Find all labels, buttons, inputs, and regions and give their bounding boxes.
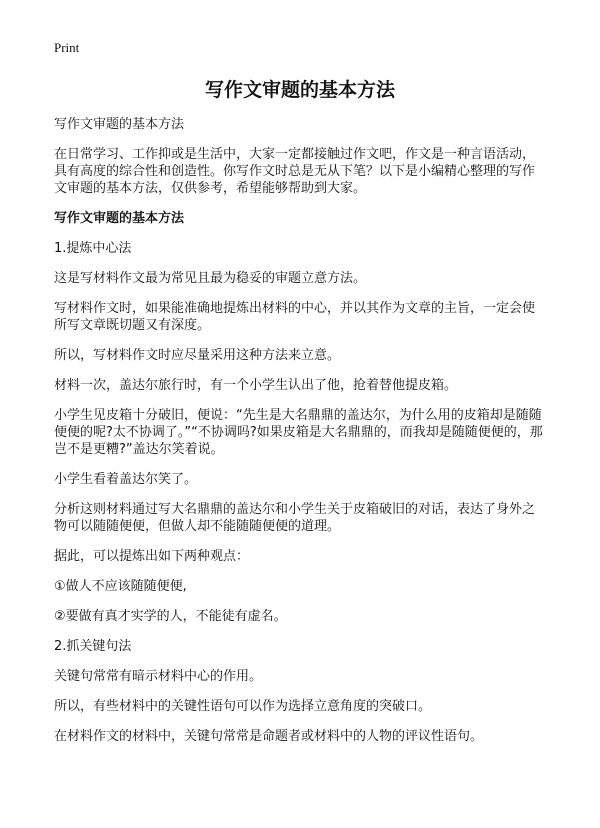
body-paragraph: 写材料作文时，如果能准确地提炼出材料的中心，并以其作为文章的主旨，一定会使所写文章既切题又有深度。 [54,301,536,333]
body-paragraph: 所以，有些材料中的关键性语句可以作为选择立意角度的突破口。 [54,699,432,714]
method-heading: 2.抓关键句法 [54,639,132,654]
method-heading: 1.提炼中心法 [54,241,132,256]
body-paragraph: 在材料作文的材料中，关键句常常是命题者或材料中的人物的评议性语句。 [54,729,484,744]
section-heading: 写作文审题的基本方法 [54,211,185,226]
print-label: Print [54,40,80,55]
page-title: 写作文审题的基本方法 [204,79,395,101]
body-paragraph: 分析这则材料通过写大名鼎鼎的盖达尔和小学生关于皮箱破旧的对话，表达了身外之物可以随随便便，但做人却不能随随便便的道理。 [54,502,536,534]
body-paragraph: 小学生看着盖达尔笑了。 [54,472,198,487]
intro-paragraph: 在日常学习、工作抑或是生活中，大家一定都接触过作文吧，作文是一种言语活动，具有高度的综合性和创造性。你写作文时总是无从下笔？以下是小编精心整理的写作文审题的基本方法，仅供参考，希望能够帮助到大家。 [54,147,536,196]
body-paragraph: 关键句常常有暗示材料中心的作用。 [54,669,263,684]
body-paragraph: 这是写材料作文最为常见且最为稳妥的审题立意方法。 [54,271,367,286]
list-item: ①做人不应该随随便便, [54,579,187,594]
body-paragraph: 所以，写材料作文时应尽量采用这种方法来立意。 [54,348,341,363]
list-item: ②要做有真才实学的人，不能徒有虚名。 [54,609,287,624]
body-paragraph: 材料一次，盖达尔旅行时，有一个小学生认出了他，抢着替他提皮箱。 [54,378,458,393]
body-paragraph: 小学生见皮箱十分破旧，便说：“先生是大名鼎鼎的盖达尔，为什么用的皮箱却是随随便便的呢?太不协调了。”“不协调吗?如果皮箱是大名鼎鼎的，而我却是随随便便的，那岂不是更糟?”盖达尔笑着说。 [54,408,543,457]
article-subtitle: 写作文审题的基本方法 [54,117,185,132]
body-paragraph: 据此，可以提炼出如下两种观点： [54,549,250,564]
